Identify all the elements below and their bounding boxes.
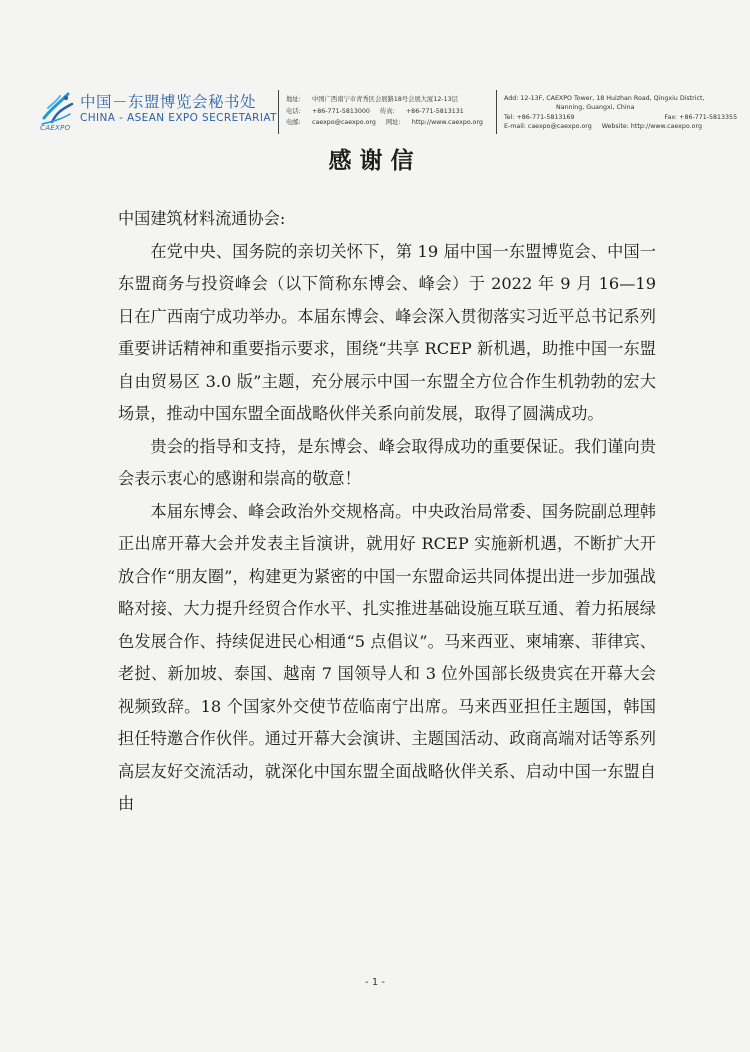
address-cn: 中国广西南宁市青秀区会展路18号会展大厦12-13层 bbox=[312, 96, 458, 103]
divider bbox=[496, 90, 497, 134]
web-cn: http://www.caexpo.org bbox=[411, 119, 483, 126]
tel-label: 电话: bbox=[286, 107, 301, 115]
paragraph: 本届东博会、峰会政治外交规格高。中央政治局常委、国务院副总理韩正出席开幕大会并发表主旨演讲，就用好 RCEP 实施新机遇，不断扩大开放合作“朋友圈”，构建更为紧密的中国一东盟命运共同体提出进一步加强战略对接、大力提升经贸合作水平、扎实推进基础设施互联互通、着力拓展绿色发展合作、持续促进民心相通“5 点倡议”。马来西亚、柬埔寨、菲律宾、老挝、新加坡、泰国、越南 7 国领导人和 3 位外国部长级贵宾在开幕大会视频致辞。18 个国家外交使节莅临南宁出席。马来西亚担任主题国，韩国担任特邀合作伙伴。通过开幕大会演讲、主题国活动、政商高端对话等系列高层友好交流活动，就深化中国东盟全面战略伙伴关系、启动中国一东盟自由 bbox=[118, 501, 656, 813]
salutation: 中国建筑材料流通协会: bbox=[118, 209, 286, 228]
letterhead bbox=[38, 84, 738, 144]
address-en-line1: Add: 12-13F, CAEXPO Tower, 18 Huizhan Road, Qingxiu District, bbox=[504, 95, 705, 102]
address-label: 地址: bbox=[286, 96, 301, 103]
org-name-en: CHINA - ASEAN EXPO SECRETARIAT bbox=[80, 112, 277, 124]
paragraph: 贵会的指导和支持，是东博会、峰会取得成功的重要保证。我们谨向贵会表示衷心的感谢和崇高的敬意！ bbox=[118, 436, 656, 488]
email-label: 电邮: bbox=[286, 119, 301, 126]
org-name-cn: 中国－东盟博览会秘书处 bbox=[80, 93, 257, 111]
divider bbox=[278, 90, 279, 134]
tel-en: Tel: +86-771-5813169 bbox=[504, 113, 575, 121]
page-number: - 1 - bbox=[365, 977, 385, 988]
paragraph: 在党中央、国务院的亲切关怀下，第 19 届中国一东盟博览会、中国一东盟商务与投资峰会（以下简称东博会、峰会）于 2022 年 9 月 16—19 日在广西南宁成功举办。本届东博会、峰会深入贯彻落实习近平总书记系列重要讲话精神和重要指示要求，围绕“共享 RCEP 新机遇，助推中国一东盟自由贸易区 3.0 版”主题，充分展示中国一东盟全方位合作生机勃勃的宏大场景，推动中国东盟全面战略伙伴关系向前发展，取得了圆满成功。 bbox=[118, 241, 656, 423]
web-label: 网址: bbox=[385, 119, 401, 126]
web-en: Website: http://www.caexpo.org bbox=[601, 123, 702, 131]
en-contact-block bbox=[504, 94, 737, 132]
fax-cn: +86-771-5813131 bbox=[405, 107, 464, 115]
address-en-line2: Nanning, Guangxi, China bbox=[556, 104, 635, 112]
fax-label: 传真: bbox=[379, 107, 395, 115]
letter-title: 感谢信 bbox=[328, 148, 422, 174]
letter-body bbox=[118, 203, 656, 821]
logo-caption: CAEXPO bbox=[40, 124, 71, 132]
email-en: E-mail: caexpo@caexpo.org bbox=[504, 123, 592, 131]
tel-cn: +86-771-5813000 bbox=[312, 107, 370, 115]
email-cn: caexpo@caexpo.org bbox=[312, 119, 376, 126]
fax-en: Fax: +86-771-5813355 bbox=[664, 113, 738, 121]
cn-contact-block bbox=[286, 94, 483, 129]
